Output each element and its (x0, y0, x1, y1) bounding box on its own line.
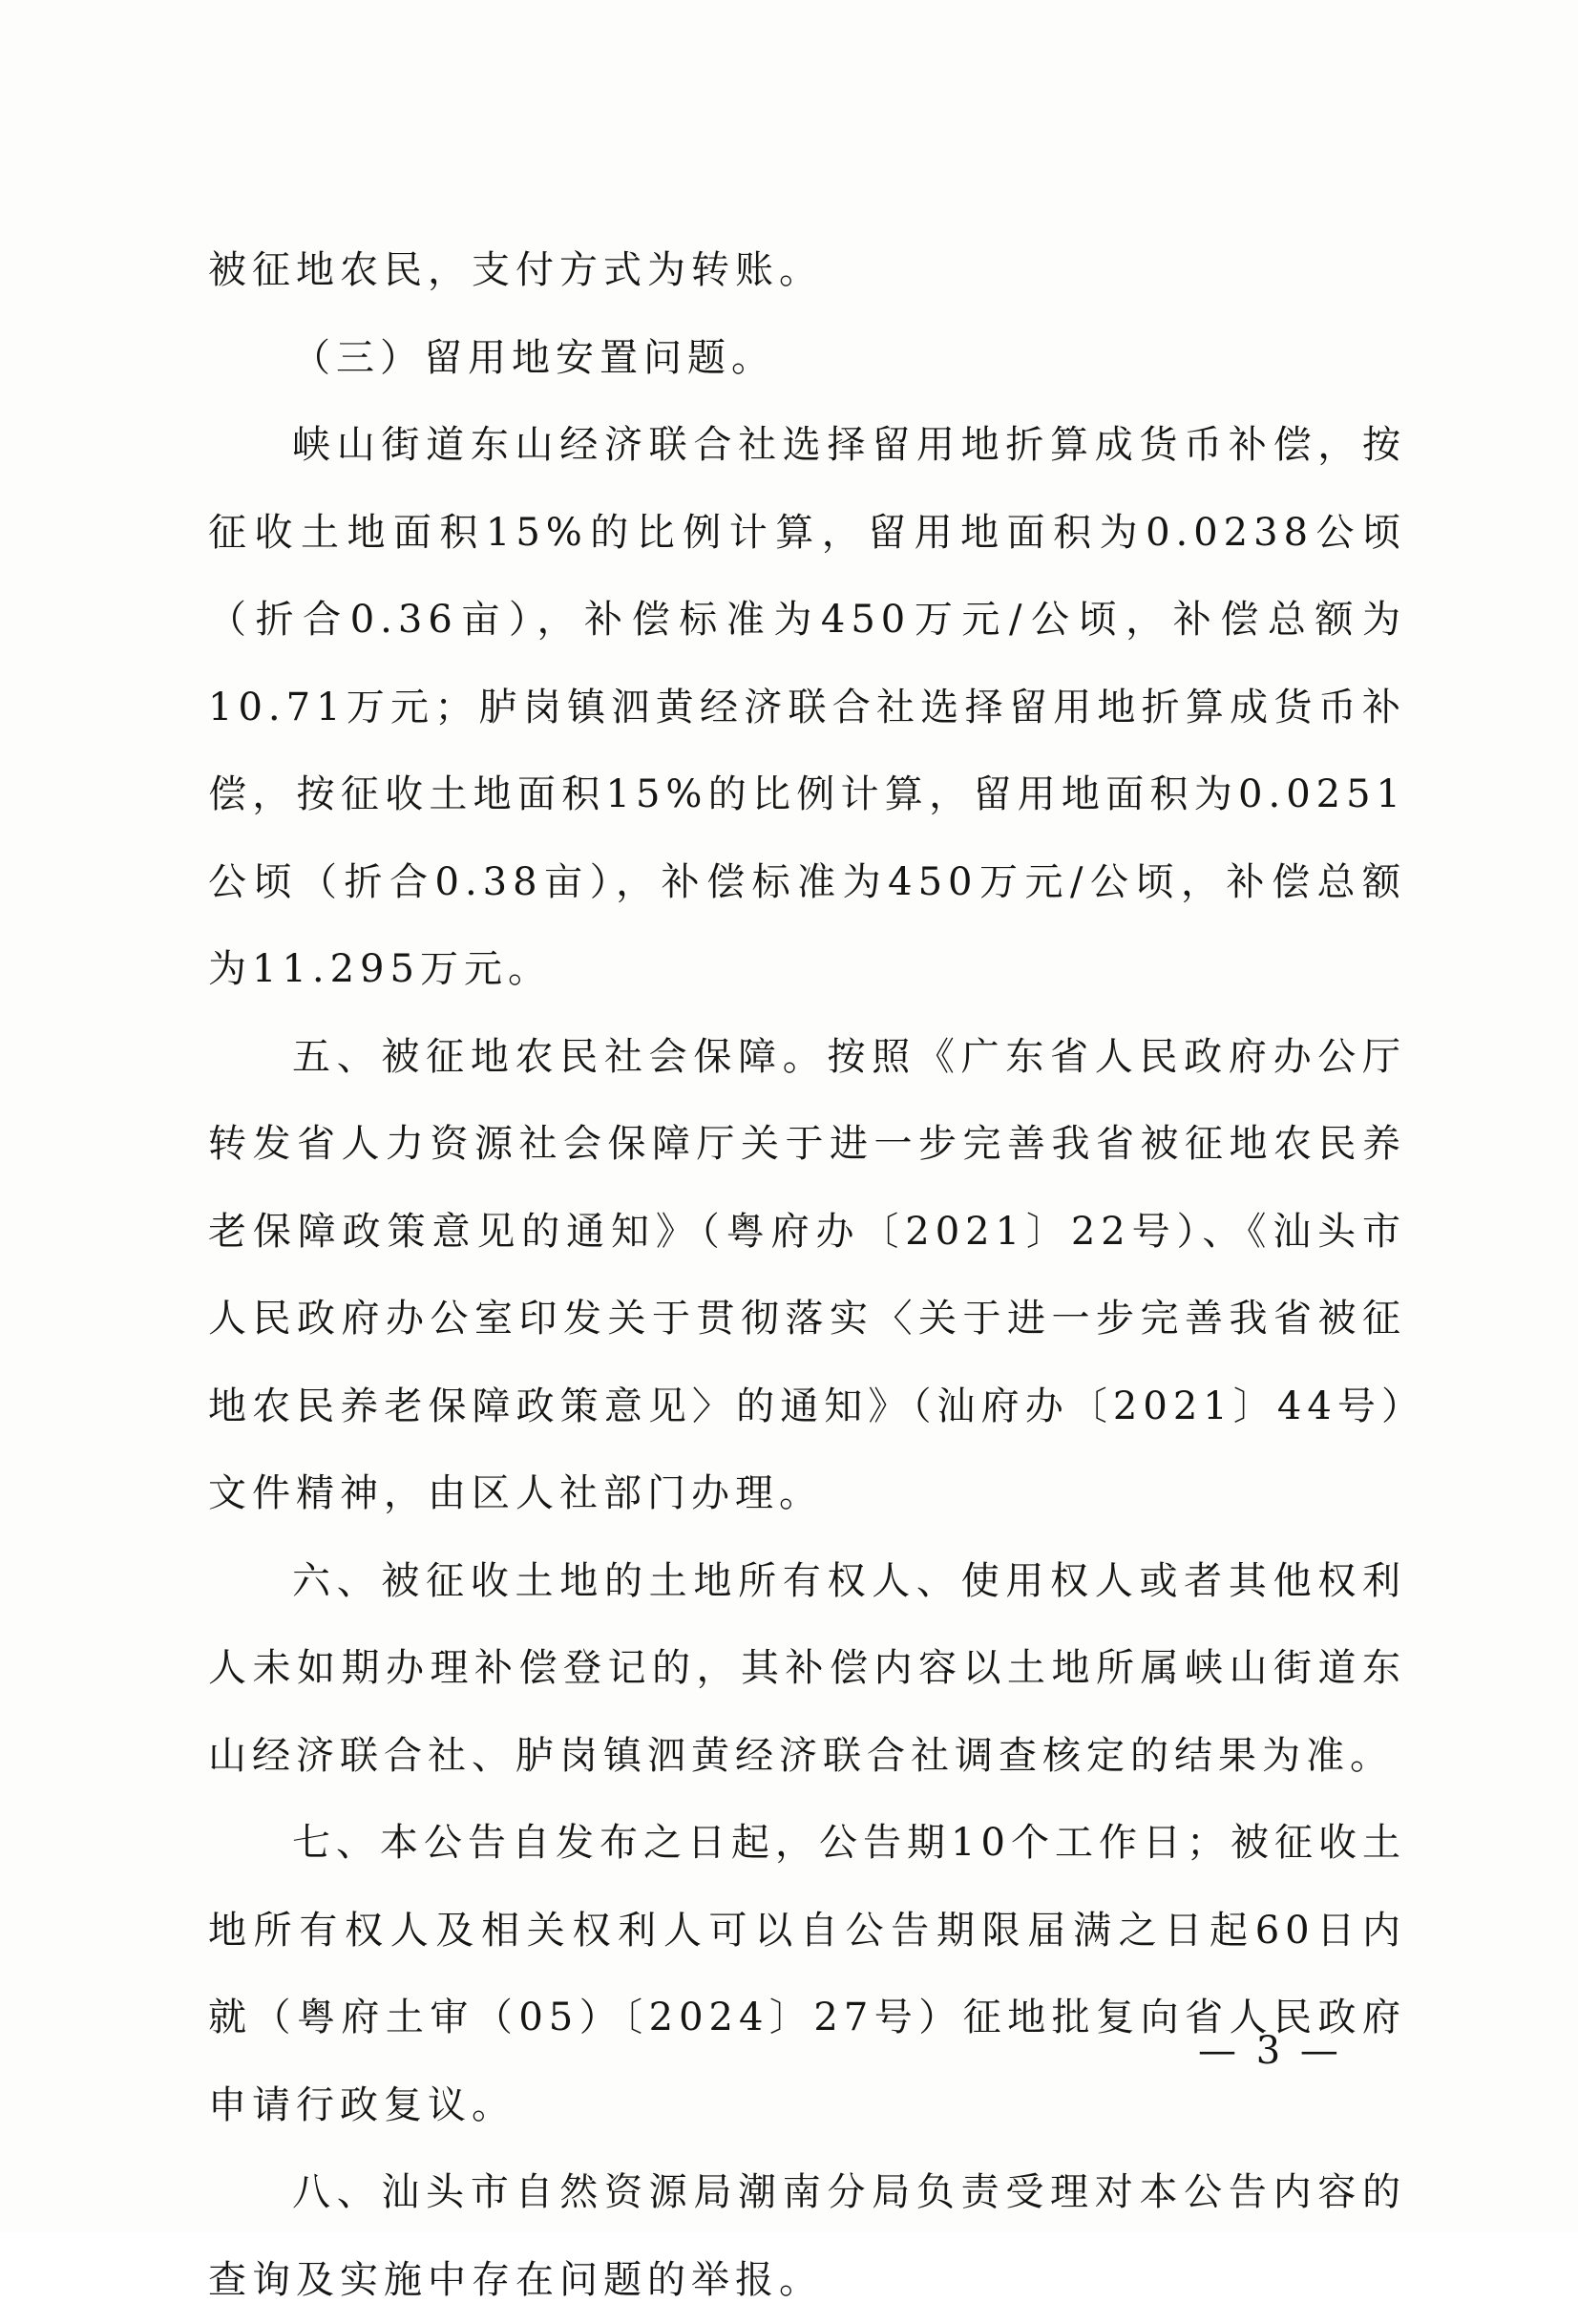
paragraph-retained-land-compensation: 峡山街道东山经济联合社选择留用地折算成货币补偿，按征收土地面积15%的比例计算，留用地面积为0.0238公顷（折合0.36亩），补偿标准为450万元/公顷，补偿总额为10.71万元；胪岗镇泗黄经济联合社选择留用地折算成货币补偿，按征收土地面积15%的比例计算，留用地面积为0.0251公顷（折合0.38亩），补偿标准为450万元/公顷，补偿总额为11.295万元。 (208, 423, 1406, 991)
page-number: — 3 — (1198, 2029, 1342, 2073)
document-body (208, 227, 1406, 2324)
paragraph-unregistered-rights: 六、被征收土地的土地所有权人、使用权人或者其他权利人未如期办理补偿登记的，其补偿内容以土地所属峡山街道东山经济联合社、胪岗镇泗黄经济联合社调查核定的结果为准。 (208, 1558, 1406, 1778)
paragraph-inquiry-office: 八、汕头市自然资源局潮南分局负责受理对本公告内容的查询及实施中存在问题的举报。 (208, 2170, 1406, 2302)
paragraph-social-security: 五、被征地农民社会保障。按照《广东省人民政府办公厅转发省人力资源社会保障厅关于进一步完善我省被征地农民养老保障政策意见的通知》（粤府办〔2021〕22号）、《汕头市人民政府办公室印发关于贯彻落实〈关于进一步完善我省被征地农民养老保障政策意见〉的通知》（汕府办〔2021〕44号）文件精神，由区人社部门办理。 (208, 1034, 1406, 1515)
paragraph-notice-period: 七、本公告自发布之日起，公告期10个工作日；被征收土地所有权人及相关权利人可以自公告期限届满之日起60日内就（粤府土审（05）〔2024〕27号）征地批复向省人民政府申请行政复议。 (208, 1821, 1406, 2127)
paragraph-continuation: 被征地农民，支付方式为转账。 (208, 248, 823, 292)
paragraph-heading-retained-land: （三）留用地安置问题。 (292, 335, 775, 380)
